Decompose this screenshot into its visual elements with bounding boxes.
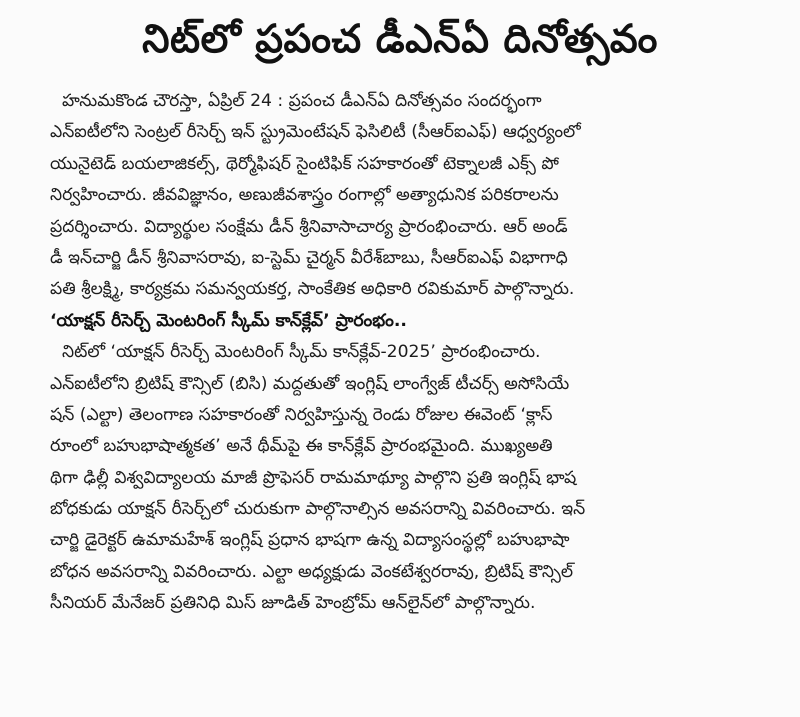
article-line: ఎన్ఐటీలోని బ్రిటిష్ కౌన్సిల్ (బిసి) మద్దతుతో ఇంగ్లిష్ లాంగ్వేజ్ టీచర్స్ అసోసియే: [50, 373, 570, 394]
article-line: థిగా ఢిల్లీ విశ్వవిద్యాలయ మాజీ ప్రొఫెసర్ రామమాథ్యూ పాల్గొని ప్రతి ఇంగ్లిష్ భాష: [50, 467, 577, 488]
article-line: బోధన అవసరాన్ని వివరించారు. ఎల్టా అధ్యక్షుడు వెంకటేశ్వరరావు, బ్రిటిష్ కౌన్సిల్: [50, 561, 574, 582]
article-line: హనుమకొండ చౌరస్తా, ఏప్రిల్ 24 : ప్రపంచ డీఎన్ఏ దినోత్సవం సందర్భంగా: [62, 91, 542, 111]
article-line: చార్జి డైరెక్టర్ ఉమామహేశ్ ఇంగ్లిష్ ప్రధాన భాషగా ఉన్న విద్యాసంస్థల్లో బహుభాషా: [50, 530, 570, 551]
article-body: [50, 86, 772, 620]
article-line: డీ ఇన్‌చార్జి డీన్ శ్రీనివాసరావు, ఐ-స్టెమ్ చైర్మన్ వీరేశ్‌బాబు, సీఆర్ఐఎఫ్ విభాగాధి: [50, 247, 568, 268]
article-line: నిట్‌లో ‘యాక్షన్ రీసెర్చ్ మెంటరింగ్ స్కీమ్ కాన్‌క్లేవ్-2025’ ప్రారంభించారు.: [62, 342, 541, 363]
article-line: పతి శ్రీలక్ష్మి, కార్యక్రమ సమన్వయకర్త, సాంకేతిక అధికారి రవికుమార్ పాల్గొన్నారు.: [50, 279, 575, 300]
article-line: యునైటెడ్ బయలాజికల్స్, థెర్మోఫిషర్ సైంటిఫిక్ సహకారంతో టెక్నాలజీ ఎక్స్ పో: [50, 153, 559, 174]
article-subheading: ‘యాక్షన్ రీసెర్చ్ మెంటరింగ్ స్కీమ్ కాన్‌క్లేవ్’ ప్రారంభం..: [50, 310, 407, 331]
article-line: ప్రదర్శించారు. విద్యార్థుల సంక్షేమ డీన్ శ్రీనివాసాచార్య ప్రారంభించారు. ఆర్ అండ్: [50, 216, 568, 237]
article-line: రూంలో బహుభాషాత్మకత’ అనే థీమ్‌పై ఈ కాన్‌క్లేవ్ ప్రారంభమైంది. ముఖ్యఅతి: [50, 436, 553, 457]
article-line: షన్ (ఎల్టా) తెలంగాణ సహకారంతో నిర్వహిస్తున్న రెండు రోజుల ఈవెంట్ ‘క్లాస్: [50, 404, 553, 425]
article-line: సీనియర్ మేనేజర్ ప్రతినిధి మిస్ జూడిత్ హెంబ్రోమ్ ఆన్‌లైన్‌లో పాల్గొన్నారు.: [50, 593, 536, 614]
article-line: ఎన్ఐటీలోని సెంట్రల్ రీసెర్చ్ ఇన్ స్ట్రుమెంటేషన్ ఫెసిలిటీ (సీఆర్ఐఎఫ్) ఆధ్వర్యంలో: [50, 122, 581, 143]
article-line: నిర్వహించారు. జీవవిజ్ఞానం, అణుజీవశాస్త్రం రంగాల్లో అత్యాధునిక పరికరాలను: [50, 185, 559, 206]
article-line: బోధకుడు యాక్షన్ రీసెర్చ్‌లో చురుకుగా పాల్గొనాల్సిన అవసరాన్ని వివరించారు. ఇన్: [50, 499, 586, 520]
headline: నిట్‌లో ప్రపంచ డీఎన్ఏ దినోత్సవం: [142, 17, 658, 62]
